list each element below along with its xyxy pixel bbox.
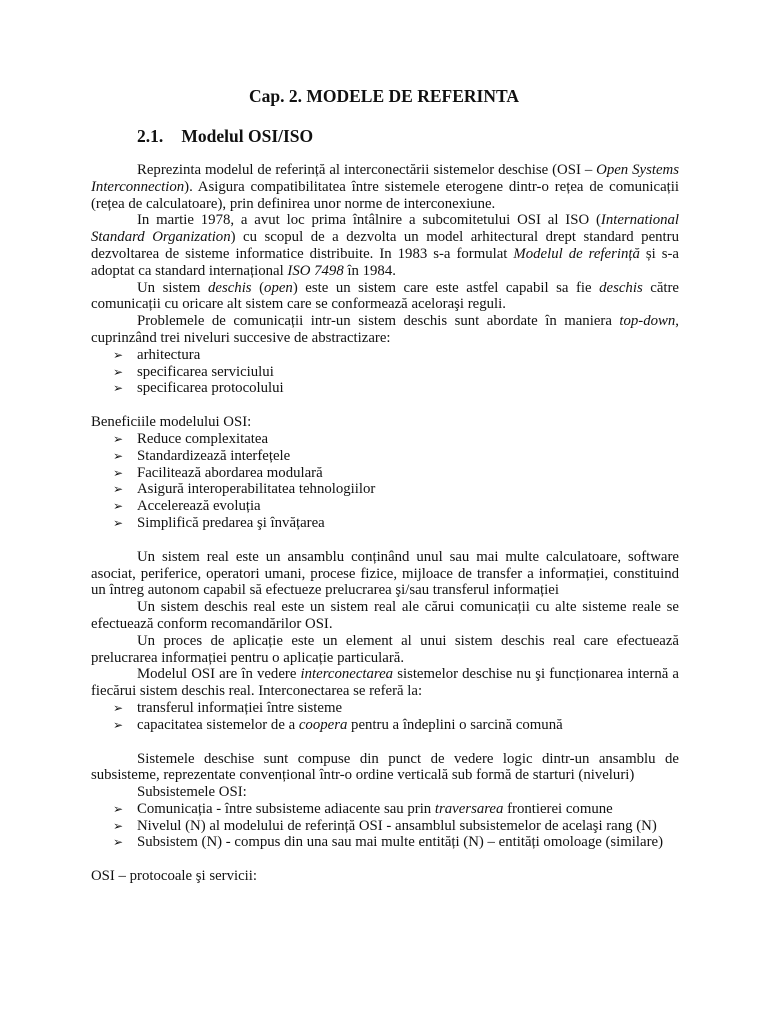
arrow-bullet-icon: ➢ — [113, 381, 124, 396]
arrow-bullet-icon: ➢ — [113, 700, 124, 715]
arrow-bullet-icon: ➢ — [113, 347, 124, 362]
benefits-heading: Beneficiile modelului OSI: — [91, 414, 252, 431]
subsystems-heading: Subsistemele OSI: — [137, 784, 247, 801]
benefits-list — [91, 431, 679, 532]
arrow-bullet-icon: ➢ — [113, 801, 124, 816]
list-item: ➢ Accelerează evoluția — [113, 498, 261, 515]
list-item: ➢ arhitectura — [113, 346, 201, 363]
paragraph-open-system: Un sistem deschis (open) este un sistem care este astfel capabil sa fie deschis către comunicații cu oricare alt sistem care se conformează aceloraşi reguli. — [91, 279, 679, 313]
chapter-title: Cap. 2. MODELE DE REFERINTA — [249, 86, 519, 106]
paragraph-history: In martie 1978, a avut loc prima întâlnire a subcomitetului OSI al ISO (International Standard Organization) cu scopul de a dezvolta un model arhitectural drept standard pentru dezvoltarea de sisteme informatice distribuite. In 1983 s-a formulat Modelul de referință și s-a adoptat ca standard internațional ISO 7498 în 1984. — [91, 212, 679, 279]
arrow-bullet-icon: ➢ — [113, 431, 124, 446]
list-item: ➢ specificarea serviciului — [113, 363, 274, 380]
protocols-heading: OSI – protocoale şi servicii: — [91, 868, 258, 885]
paragraph-top-down: Problemele de comunicații intr-un sistem deschis sunt abordate în maniera top-down, cuprinzând trei niveluri succesive de abstractizare: — [91, 313, 679, 346]
list-item: ➢ capacitatea sistemelor de a coopera pentru a îndeplini o sarcină comună — [113, 716, 563, 733]
list-item: ➢ Comunicația - între subsisteme adiacente sau prin traversarea frontierei comune — [113, 800, 613, 817]
paragraph-application-process: Un proces de aplicație este un element al unui sistem deschis real care efectuează prelucrarea informației pentru o aplicație particulară. — [91, 632, 679, 666]
section-heading — [137, 126, 313, 147]
list-item: ➢ transferul informației între sisteme — [113, 699, 343, 716]
list-item: ➢ Subsistem (N) - compus din una sau mai multe entități (N) – entități omoloage (similare) — [113, 834, 663, 851]
list-item: ➢ Asigură interoperabilitatea tehnologiilor — [113, 481, 376, 498]
arrow-bullet-icon: ➢ — [113, 515, 124, 530]
abstraction-levels-list — [91, 347, 679, 397]
arrow-bullet-icon: ➢ — [113, 465, 124, 480]
section-title: Modelul OSI/ISO — [181, 126, 314, 146]
paragraph-subsystems: Sistemele deschise sunt compuse din punct de vedere logic dintr-un ansamblu de subsisteme, reprezentate convențional într-o ordine verticală sub formă de starturi (niveluri) — [91, 750, 679, 784]
arrow-bullet-icon: ➢ — [113, 818, 124, 833]
paragraph-open-real-system: Un sistem deschis real este un sistem real ale cărui comunicații cu alte sisteme reale se efectuează conform recomandărilor OSI. — [91, 599, 679, 632]
list-item: ➢ Standardizează interfețele — [113, 447, 291, 464]
arrow-bullet-icon: ➢ — [113, 835, 124, 850]
arrow-bullet-icon: ➢ — [113, 482, 124, 497]
interconnection-list — [91, 700, 679, 734]
arrow-bullet-icon: ➢ — [113, 448, 124, 463]
list-item: ➢ specificarea protocolului — [113, 380, 284, 397]
paragraph-definition: Reprezinta modelul de referință al interconectării sistemelor deschise (OSI – Open Systems Interconnection). Asigura compatibilitatea între sistemele eterogene dintr-o rețea de comunicații (rețea de calculatoare), prin definirea unor norme de interconexiune. — [91, 162, 679, 212]
arrow-bullet-icon: ➢ — [113, 499, 124, 514]
list-item: ➢ Simplifică predarea şi învățarea — [113, 514, 325, 531]
subsystems-list — [91, 801, 679, 851]
arrow-bullet-icon: ➢ — [113, 364, 124, 379]
list-item: ➢ Facilitează abordarea modulară — [113, 464, 323, 481]
paragraph-real-system: Un sistem real este un ansamblu conținând unul sau mai multe calculatoare, software asociat, periferice, operatori umani, procese fizice, mijloace de transfer a informației, constituind un întreg autonom capabil să efectueze prelucrarea şi/sau transferul informației — [91, 548, 679, 599]
section-number: 2.1. — [137, 126, 164, 146]
list-item: ➢ Nivelul (N) al modelului de referință OSI - ansamblul subsistemelor de acelaşi rang (N) — [113, 817, 657, 834]
arrow-bullet-icon: ➢ — [113, 717, 124, 732]
paragraph-interconnection: Modelul OSI are în vedere interconectarea sistemelor deschise nu şi funcționarea internă a fiecărui sistem deschis real. Interconectarea se referă la: — [91, 666, 679, 700]
list-item: ➢ Reduce complexitatea — [113, 430, 269, 447]
document-body — [91, 162, 679, 885]
